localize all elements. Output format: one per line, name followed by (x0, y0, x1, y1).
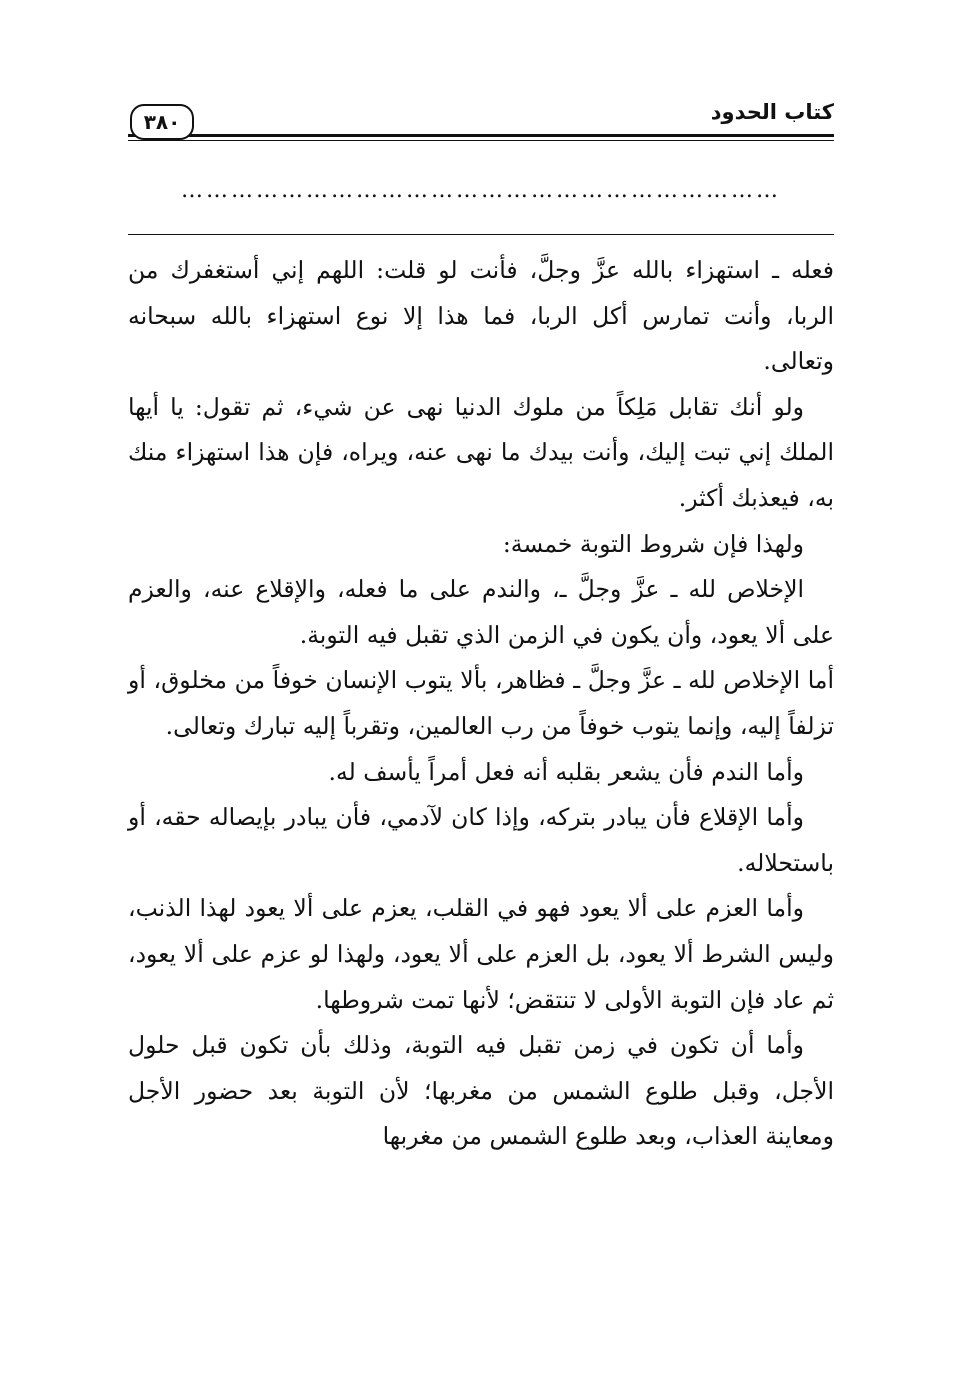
separator-dots: ……………………………………………………………… (181, 178, 781, 203)
content-divider (128, 234, 834, 235)
paragraph: ولهذا فإن شروط التوبة خمسة: (502, 529, 804, 558)
page-body (128, 248, 834, 1160)
paragraph: فعله ـ استهزاء بالله عزَّ وجلَّ، فأنت لو قلت: اللهم إني أستغفرك من الربا، وأنت تمارس أكل الربا، فما هذا إلا نوع استهزاء بالله سبحانه وتعالى. (128, 256, 834, 376)
paragraph: ولو أنك تقابل مَلِكاً من ملوك الدنيا نهى عن شيء، ثم تقول: يا أيها الملك إني تبت إليك، وأنت بيدك ما نهى عنه، ويراه، فإن هذا استهزاء منك به، فيعذبك أكثر. (128, 392, 834, 512)
book-title: كتاب الحدود (710, 100, 834, 124)
page-header (128, 96, 834, 156)
paragraph: وأما الندم فأن يشعر بقلبه أنه فعل أمراً يأسف له. (328, 757, 804, 786)
paragraph: وأما أن تكون في زمن تقبل فيه التوبة، وذلك بأن تكون قبل حلول الأجل، وقبل طلوع الشمس من مغربها؛ لأن التوبة بعد حضور الأجل ومعاينة العذاب، وبعد طلوع الشمس من مغربها (128, 1031, 834, 1151)
paragraph: وأما العزم على ألا يعود فهو في القلب، يعزم على ألا يعود لهذا الذنب، وليس الشرط ألا يعود، بل العزم على ألا يعود، ولهذا لو عزم على ألا يعود، ثم عاد فإن التوبة الأولى لا تنتقض؛ لأنها تمت شروطها. (128, 894, 834, 1014)
paragraph: وأما الإقلاع فأن يبادر بتركه، وإذا كان لآدمي، فأن يبادر بإيصاله حقه، أو باستحلاله. (128, 803, 834, 877)
page-number: ٣٨٠ (130, 104, 194, 140)
header-rule-thin (128, 140, 834, 141)
paragraph: أما الإخلاص لله ـ عزَّ وجلَّ ـ فظاهر، بألا يتوب الإنسان خوفاً من مخلوق، أو تزلفاً إليه، وإنما يتوب خوفاً من رب العالمين، وتقرباً إليه تبارك وتعالى. (128, 666, 834, 740)
header-rule-thick (128, 134, 834, 137)
paragraph: الإخلاص لله ـ عزَّ وجلَّ ـ، والندم على ما فعله، والإقلاع عنه، والعزم على ألا يعود، وأن يكون في الزمن الذي تقبل فيه التوبة. (128, 575, 834, 649)
